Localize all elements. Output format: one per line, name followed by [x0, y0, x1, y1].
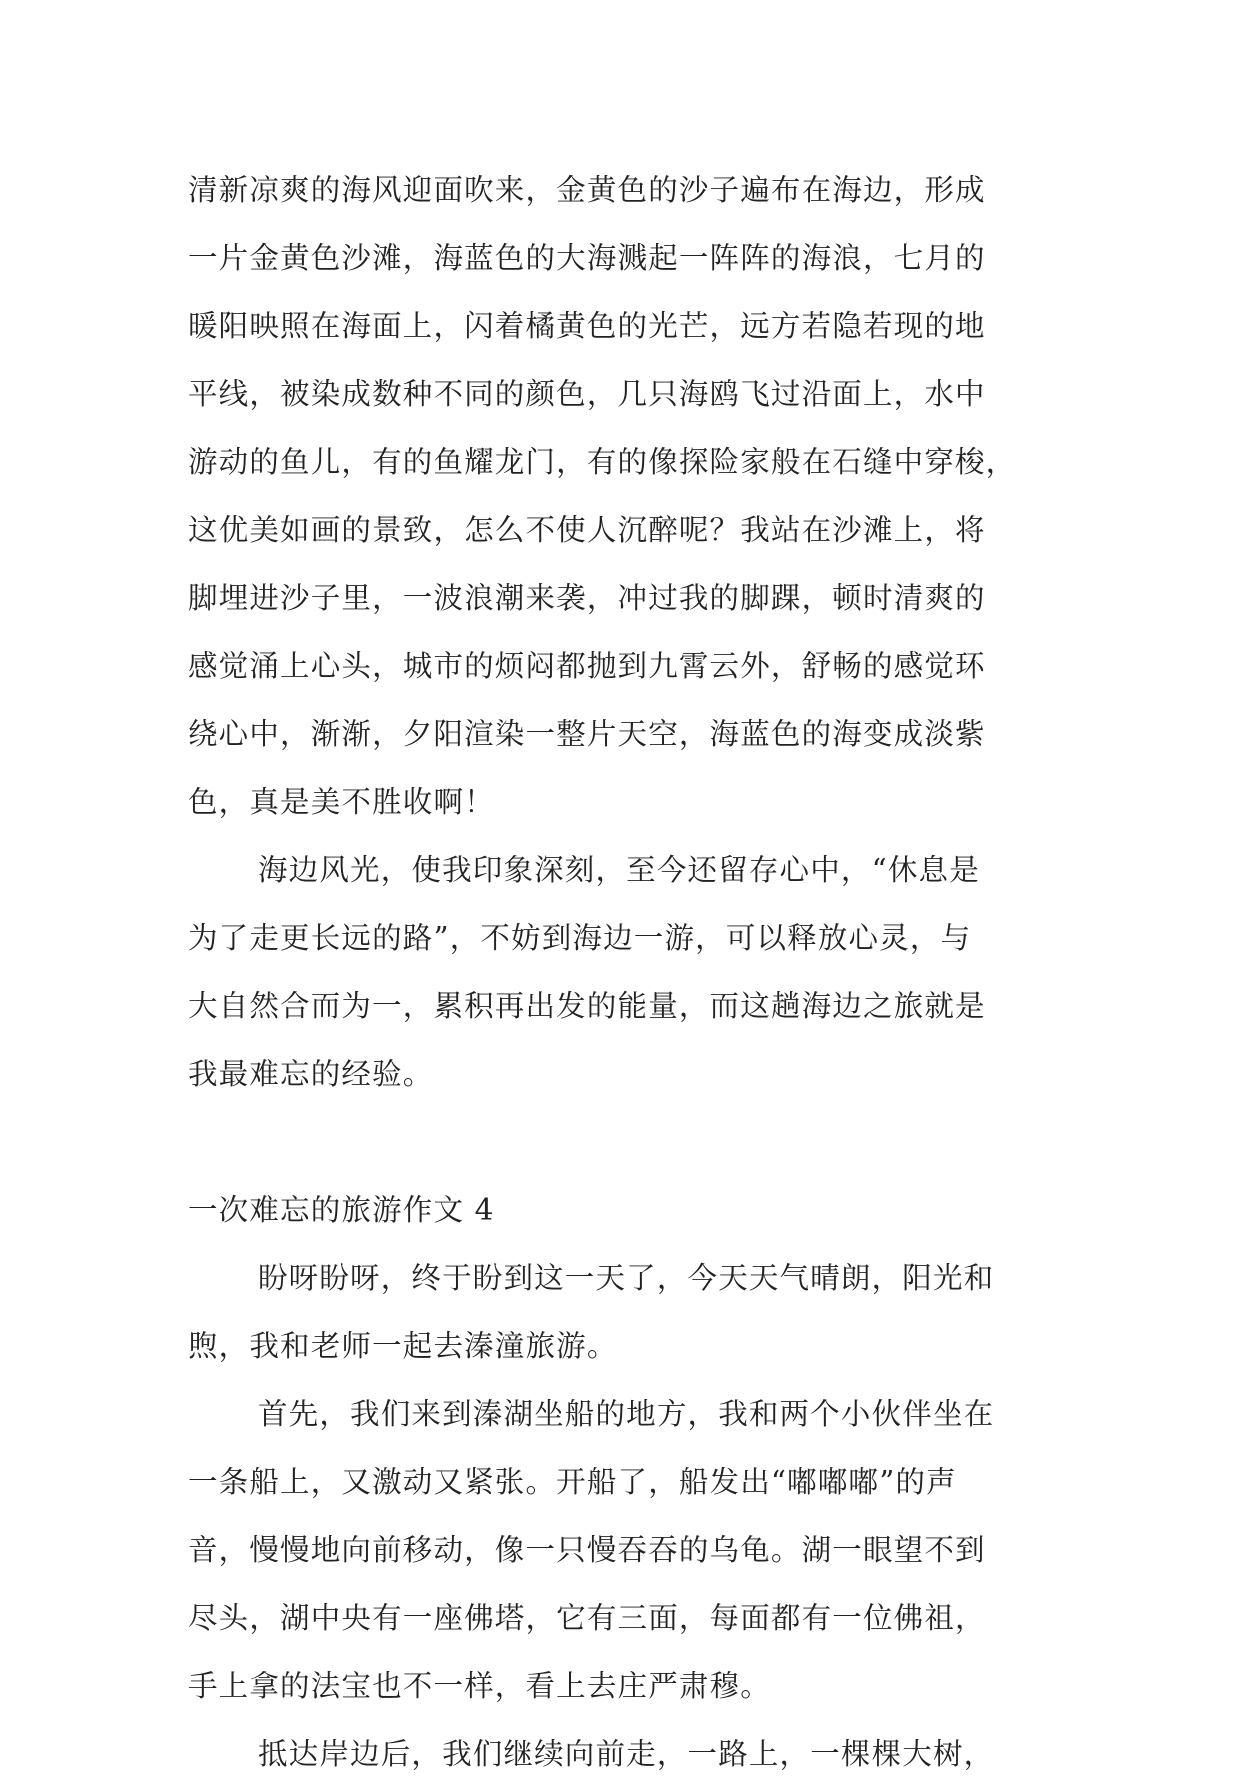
text-line: 为了走更长远的路”，不妨到海边一游，可以释放心灵，与 [188, 921, 972, 955]
text-line: 首先，我们来到溱湖坐船的地方，我和两个小伙伴坐在 [258, 1397, 995, 1431]
text-line: 抵达岸边后，我们继续向前走，一路上，一棵棵大树， [258, 1737, 995, 1771]
text-line: 一条船上，又激动又紧张。开船了，船发出“嘟嘟嘟”的声 [188, 1465, 957, 1499]
paragraph-arrival [188, 1720, 1058, 1788]
text-line: 手上拿的法宝也不一样，看上去庄严肃穆。 [188, 1669, 771, 1703]
paragraph-seaside-conclusion [188, 836, 1058, 1108]
text-line: 我最难忘的经验。 [188, 1057, 434, 1091]
document-body [188, 156, 1058, 1788]
text-line: 音，慢慢地向前移动，像一只慢吞吞的乌龟。湖一眼望不到 [188, 1533, 986, 1567]
text-line: 色，真是美不胜收啊！ [188, 785, 495, 819]
text-line: 一片金黄色沙滩，海蓝色的大海溅起一阵阵的海浪，七月的 [188, 241, 986, 275]
text-line: 盼呀盼呀，终于盼到这一天了，今天天气晴朗，阳光和 [258, 1261, 995, 1295]
text-line: 游动的鱼儿，有的鱼耀龙门，有的像探险家般在石缝中穿梭， [188, 445, 1017, 479]
text-line: 尽头，湖中央有一座佛塔，它有三面，每面都有一位佛祖， [188, 1601, 986, 1635]
text-line: 清新凉爽的海风迎面吹来，金黄色的沙子遍布在海边，形成 [188, 173, 986, 207]
text-line: 绕心中，渐渐，夕阳渲染一整片天空，海蓝色的海变成淡紫 [188, 717, 986, 751]
paragraph-trip-intro [188, 1244, 1058, 1380]
text-line: 海边风光，使我印象深刻，至今还留存心中，“休息是 [258, 853, 980, 887]
text-line: 平线，被染成数种不同的颜色，几只海鸥飞过沿面上，水中 [188, 377, 986, 411]
text-line: 暖阳映照在海面上，闪着橘黄色的光芒，远方若隐若现的地 [188, 309, 986, 343]
section-title: 一次难忘的旅游作文 4 [188, 1193, 495, 1227]
paragraph-boat-ride [188, 1380, 1058, 1720]
text-line: 脚埋进沙子里，一波浪潮来袭，冲过我的脚踝，顿时清爽的 [188, 581, 986, 615]
text-line: 感觉涌上心头，城市的烦闷都抛到九霄云外，舒畅的感觉环 [188, 649, 986, 683]
text-line: 这优美如画的景致，怎么不使人沉醉呢？我站在沙滩上，将 [188, 513, 986, 547]
paragraph-seaside-description [188, 156, 1058, 836]
text-line: 煦，我和老师一起去溱潼旅游。 [188, 1329, 618, 1363]
text-line: 大自然合而为一，累积再出发的能量，而这趟海边之旅就是 [188, 989, 986, 1023]
